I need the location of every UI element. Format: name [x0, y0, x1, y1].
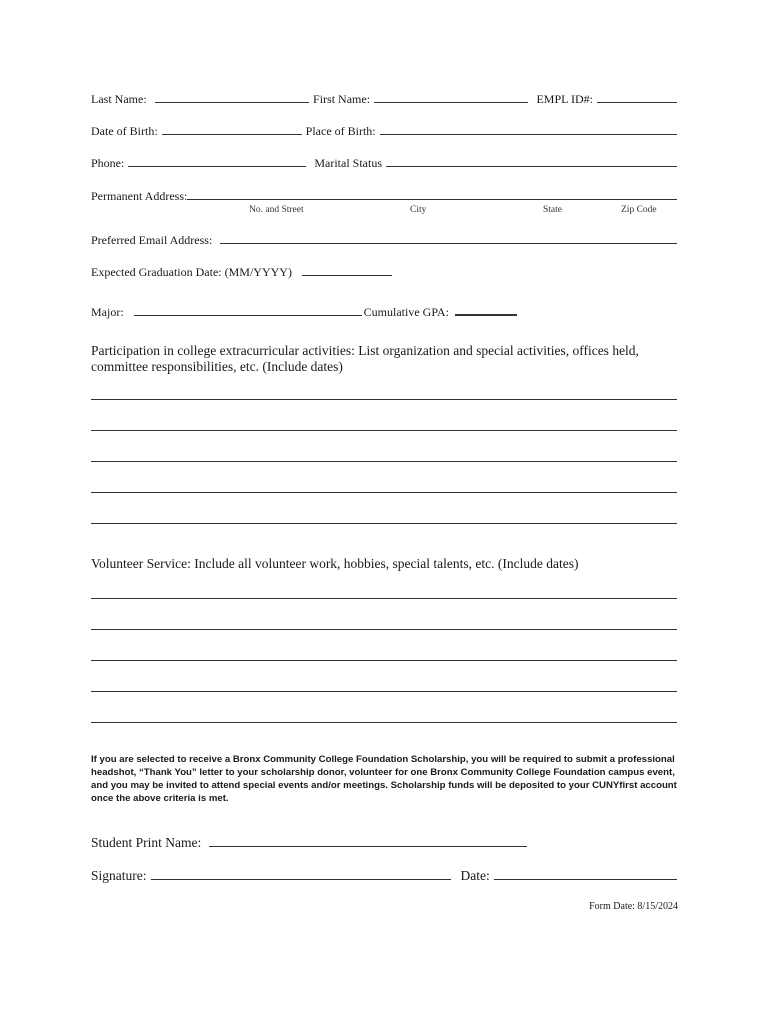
address-state-caption: State: [543, 205, 562, 215]
volunteer-line-1[interactable]: [91, 598, 677, 599]
address-zip-caption: Zip Code: [621, 205, 657, 215]
extracurricular-line-4[interactable]: [91, 492, 677, 493]
scholarship-requirements-notice: If you are selected to receive a Bronx Community College Foundation Scholarship, you will be required to submit a professional headshot, “Thank You” letter to your scholarship donor, volunteer for one Bronx Community College Foundation campus event, and you may be invited to attend special events and/or meetings. Scholarship funds will be deposited to your CUNYfirst account once the above criteria is met.: [91, 754, 677, 804]
print-name-label: Student Print Name:: [91, 835, 202, 850]
grad-date-field[interactable]: [302, 265, 392, 276]
extracurricular-line-2[interactable]: [91, 430, 677, 431]
dob-label: Date of Birth:: [91, 124, 158, 138]
major-row: [91, 304, 677, 320]
first-name-label: First Name:: [313, 92, 371, 106]
extracurricular-line-5[interactable]: [91, 523, 677, 524]
form-date: Form Date: 8/15/2024: [589, 901, 678, 912]
phone-row: [91, 156, 677, 171]
major-label: Major:: [91, 305, 124, 319]
phone-field[interactable]: [128, 156, 306, 167]
major-field[interactable]: [134, 305, 362, 316]
gpa-field[interactable]: [455, 304, 517, 316]
last-name-label: Last Name:: [91, 92, 147, 106]
volunteer-heading: [91, 556, 677, 572]
empl-id-label: EMPL ID#:: [536, 92, 593, 106]
permanent-address-field[interactable]: [187, 189, 677, 200]
grad-date-label: Expected Graduation Date: (MM/YYYY): [91, 265, 292, 279]
email-field[interactable]: [220, 233, 677, 244]
birth-row: [91, 124, 677, 139]
marital-status-field[interactable]: [386, 156, 677, 167]
last-name-field[interactable]: [155, 92, 309, 103]
grad-date-row: [91, 265, 677, 280]
print-name-row: [91, 835, 531, 851]
first-name-field[interactable]: [374, 92, 528, 103]
address-city-caption: City: [410, 205, 427, 215]
extracurricular-line-1[interactable]: [91, 399, 677, 400]
volunteer-line-3[interactable]: [91, 660, 677, 661]
print-name-field[interactable]: [209, 836, 527, 847]
dob-field[interactable]: [162, 124, 302, 135]
extracurricular-heading: [91, 343, 677, 375]
extracurricular-instructions: List organization and special activities, offices held, committee responsibilities, etc. (Include dates): [91, 343, 639, 374]
place-of-birth-field[interactable]: [380, 124, 677, 135]
volunteer-line-2[interactable]: [91, 629, 677, 630]
date-label: Date:: [460, 868, 490, 883]
signature-label: Signature:: [91, 868, 147, 883]
marital-status-label: Marital Status: [314, 156, 383, 170]
address-street-caption: No. and Street: [249, 205, 304, 215]
signature-row: [91, 868, 677, 884]
volunteer-instructions: Include all volunteer work, hobbies, special talents, etc. (Include dates): [194, 556, 579, 571]
volunteer-line-4[interactable]: [91, 691, 677, 692]
signature-field[interactable]: [151, 869, 451, 880]
phone-label: Phone:: [91, 156, 125, 170]
date-field[interactable]: [494, 869, 677, 880]
empl-id-field[interactable]: [597, 92, 677, 103]
volunteer-title: Volunteer Service:: [91, 556, 191, 571]
extracurricular-title: Participation in college extracurricular activities:: [91, 343, 355, 358]
volunteer-line-5[interactable]: [91, 722, 677, 723]
name-row: [91, 92, 677, 107]
place-of-birth-label: Place of Birth:: [305, 124, 376, 138]
extracurricular-line-3[interactable]: [91, 461, 677, 462]
gpa-label: Cumulative GPA:: [363, 305, 449, 319]
email-label: Preferred Email Address:: [91, 233, 213, 247]
address-row: [91, 189, 677, 204]
email-row: [91, 233, 677, 248]
permanent-address-label: Permanent Address:: [91, 189, 188, 203]
